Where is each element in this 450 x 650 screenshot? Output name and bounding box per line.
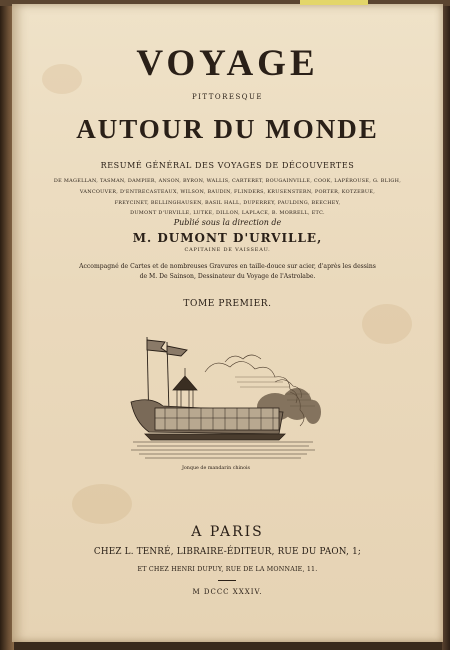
title-subtitle: AUTOUR DU MONDE: [76, 114, 379, 144]
divider-rule: [218, 580, 236, 581]
water-hatching: [131, 442, 315, 458]
author-name: M. DUMONT D'URVILLE,: [132, 231, 323, 245]
foxing-stain: [362, 304, 412, 344]
imprint-city: A PARIS: [191, 524, 264, 540]
resume-line: RESUMÉ GÉNÉRAL DES VOYAGES DE DÉCOUVERTES: [100, 161, 355, 170]
author-title: CAPITAINE DE VAISSEAU.: [184, 247, 271, 253]
vignette-caption: Jonque de mandarin chinois: [182, 466, 251, 471]
navigator-line: VANCOUVER, D'ENTRECASTEAUX, WILSON, BAUDIN, FLINDERS, KRUSENSTERN, PORTER, KOTZEBUE,: [79, 188, 376, 195]
navigator-line: DE MAGELLAN, TASMAN, DAMPIER, ANSON, BYRON, WALLIS, CARTERET, BOUGAINVILLE, COOK, LAPÉROUSE, G. BLIGH,: [53, 178, 402, 184]
pavilion: [173, 368, 197, 410]
navigator-list: [12, 176, 443, 219]
accompagne-line: Accompagné de Cartes et de nombreuses Gravures en taille-douce sur acier, d'après les dessins: [79, 263, 376, 270]
title-main: VOYAGE: [136, 43, 319, 84]
tome-label: TOME PREMIER.: [183, 299, 272, 309]
imprint-date: M DCCC XXXIV.: [192, 588, 263, 596]
navigator-line: FREYCINET, BELLINGHAUSEN, BASIL HALL, DUPERREY, PAULDING, BEECHEY,: [114, 199, 341, 206]
title-page: [12, 4, 443, 642]
foxing-stain: [72, 484, 132, 524]
book-binding-right: [442, 0, 450, 650]
yellow-sticker: [300, 0, 368, 5]
junk-vignette-illustration: [125, 332, 321, 462]
navigator-line: DUMONT D'URVILLE, LUTKE, DILLON, LAPLACE, B. MORRELL, ETC.: [130, 210, 325, 217]
accompagne-note: [12, 262, 443, 282]
publisher-line-2: ET CHEZ HENRI DUPUY, RUE DE LA MONNAIE, 11.: [137, 566, 318, 573]
accompagne-line: de M. De Sainson, Dessinateur du Voyage de l'Astrolabe.: [139, 273, 316, 280]
title-pittoresque: PITTORESQUE: [191, 93, 264, 101]
publisher-line-1: CHEZ L. TENRÉ, LIBRAIRE-ÉDITEUR, RUE DU PAON, 1;: [93, 547, 362, 557]
publie-line: Publié sous la direction de: [173, 218, 282, 227]
